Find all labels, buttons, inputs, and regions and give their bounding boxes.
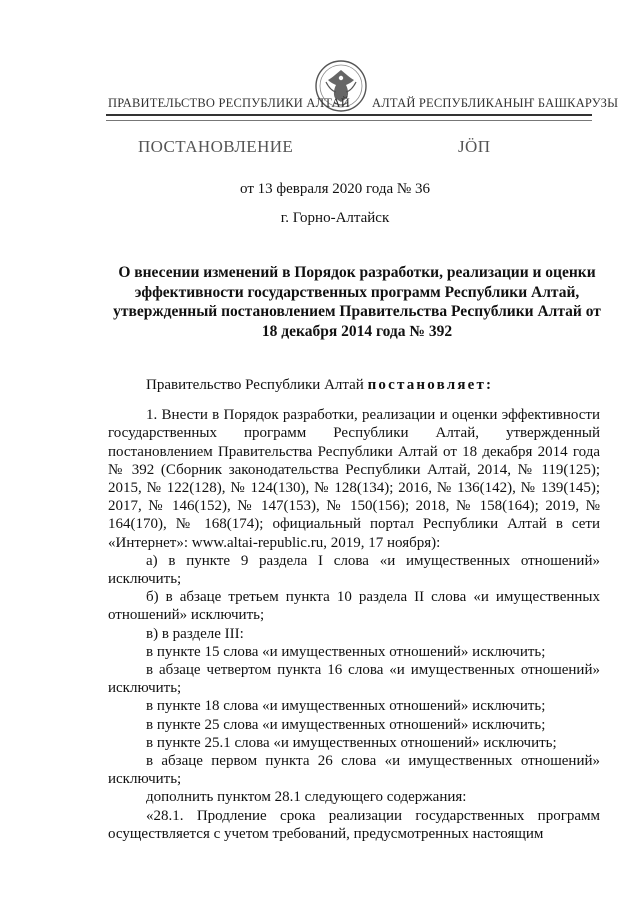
body-paragraph: 1. Внести в Порядок разработки, реализации и оценки эффективности государственных программ Республики Алтай, утвержденный постановлением Правительства Республики Алтай от 18 декабря 2014 года № 392 (Сборник законодательства Республики Алтай, 2014, № 119(125); 2015, № 122(128), № 124(130), № 128(134); 2016, № 136(142), № 139(145); 2017, № 146(152), № 147(153), № 150(156); 2018, № 158(164); 2019, № 164(170), № 168(174); официальный портал Республики Алтай в сети «Интернет»: www.altai-republic.ru, 2019, 17 ноября): xyxy=(108,407,600,551)
header-divider-thin xyxy=(106,120,592,121)
document-title: О внесении изменений в Порядок разработки, реализации и оценки эффективности государственных программ Республики Алтай, утвержденный постановлением Правительства Республики Алтай от 18 декабря 2014 года № 392 xyxy=(113,264,601,340)
body-paragraph: в абзаце четвертом пункта 16 слова «и имущественных отношений» исключить; xyxy=(108,662,600,697)
intro-paragraph xyxy=(108,376,600,394)
body-paragraph: в пункте 15 слова «и имущественных отношений» исключить; xyxy=(146,643,546,660)
doc-type-altai: ЈӦП xyxy=(458,137,491,156)
government-name-altai: АЛТАЙ РЕСПУБЛИКАНЫҤ БАШКАРУЗЫ xyxy=(372,96,619,110)
body-paragraph: в пункте 25 слова «и имущественных отношений» исключить; xyxy=(146,716,546,733)
body-paragraph: дополнить пунктом 28.1 следующего содержания: xyxy=(146,789,467,806)
body-paragraph: «28.1. Продление срока реализации государственных программ осуществляется с учетом требований, предусмотренных настоящим xyxy=(108,807,600,842)
body-paragraph: в абзаце первом пункта 26 слова «и имущественных отношений» исключить; xyxy=(108,753,600,788)
intro-lead: Правительство Республики Алтай xyxy=(146,377,368,393)
body-paragraph: а) в пункте 9 раздела I слова «и имущественных отношений» исключить; xyxy=(108,552,600,588)
header-divider-thick xyxy=(106,114,592,116)
document-date-number: от 13 февраля 2020 года № 36 xyxy=(240,181,430,197)
body-paragraph: б) в абзаце третьем пункта 10 раздела II слова «и имущественных отношений» исключить; xyxy=(108,589,600,624)
doc-type-russian: ПОСТАНОВЛЕНИЕ xyxy=(138,137,294,156)
document-body xyxy=(108,376,600,843)
body-paragraph: в пункте 25.1 слова «и имущественных отношений» исключить; xyxy=(146,734,557,751)
body-paragraph: в) в разделе III: xyxy=(146,625,244,642)
intro-decree-word: постановляет: xyxy=(367,377,494,393)
body-paragraph: в пункте 18 слова «и имущественных отношений» исключить; xyxy=(146,698,546,715)
document-city: г. Горно-Алтайск xyxy=(280,210,390,226)
government-name-russian: ПРАВИТЕЛЬСТВО РЕСПУБЛИКИ АЛТАЙ xyxy=(108,96,350,110)
